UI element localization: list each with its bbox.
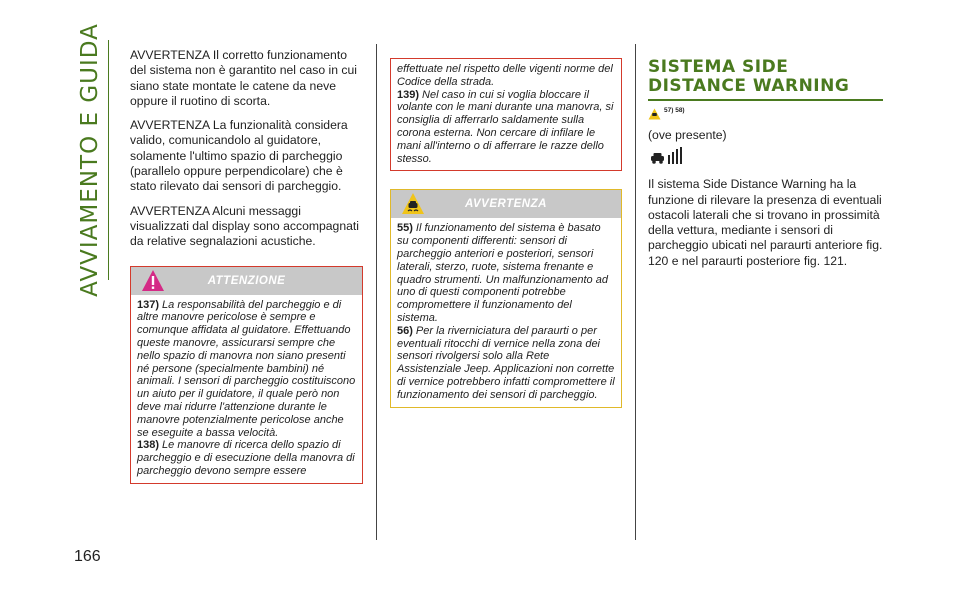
attenzione-continuation-box — [390, 58, 622, 171]
attenzione-body — [131, 295, 362, 483]
note-item — [397, 222, 615, 324]
note-refs: 57) 58) — [664, 107, 685, 114]
side-distance-sensor-icon — [650, 147, 883, 169]
attenzione-box — [130, 266, 363, 484]
continuation-body — [391, 59, 621, 170]
page-number: 166 — [74, 548, 101, 565]
small-warning-icon — [648, 107, 661, 125]
paragraph: AVVERTENZA La funzionalità considera valido, comunicandolo al guidatore, solamente l'ultimo spazio di parcheggio (parallelo oppure perpendicolare) che è stato rilevato dai sensori di parcheggio. — [130, 118, 348, 194]
column-3 — [648, 58, 883, 278]
warning-triangle-icon — [141, 269, 165, 298]
sidebar-rule — [108, 40, 109, 280]
refs-line — [648, 107, 883, 125]
attenzione-title: ATTENZIONE — [207, 274, 286, 287]
optional-label: (ove presente) — [648, 128, 727, 142]
note-item — [137, 439, 356, 477]
avvertenza-body — [391, 218, 621, 406]
note-item — [137, 299, 356, 440]
note-number: 139) — [397, 88, 420, 101]
note-number: 56) — [397, 324, 413, 337]
avvertenza-title: AVVERTENZA — [465, 198, 547, 211]
note-text: La responsabilità del parcheggio e di altre manovre pericolose è sempre e comunque affidata al guidatore. Effettuando queste manovre, assicurarsi sempre che nello spazio di manovra non siano presenti né persone (specialmente bambini) né animali. I sensori di parcheggio costituiscono un aiuto per il guidatore, il quale però non deve mai ridurre l'attenzione durante le manovre potenzialmente pericolose anche se eseguite a bassa velocità. — [137, 298, 356, 439]
section-rule — [648, 99, 883, 101]
note-text: Per la riverniciatura del paraurti o per eventuali ritocchi di vernice nella zona dei sensori rivolgersi solo alla Rete Assistenziale Jeep. Applicazioni non corrette di vernice potrebbero infatti compromettere il funzionamento dei sensori di parcheggio. — [397, 324, 615, 401]
paragraph: Il sistema Side Distance Warning ha la funzione di rilevare la presenza di eventuali ostacoli laterali che si trovano in prossimità della vettura, mediante i sensori di parcheggio ubicati nel paraurti anteriore fig. 120 e nel paraurti posteriore fig. 121. — [648, 177, 883, 268]
avvertenza-box — [390, 189, 622, 407]
note-number: 55) — [397, 222, 413, 235]
paragraph: AVVERTENZA Il corretto funzionamento del sistema non è garantito nel caso in cui siano state montate le catene da neve oppure il ruotino di scorta. — [130, 48, 357, 108]
note-continuation: effettuate nel rispetto delle vigenti norme del Codice della strada. — [397, 63, 613, 88]
column-2 — [390, 58, 622, 408]
note-text: Le manovre di ricerca dello spazio di parcheggio e di esecuzione della manovra di parcheggio devono sempre essere — [137, 439, 355, 477]
paragraph: AVVERTENZA Alcuni messaggi visualizzati dal display sono accompagnati da relative segnalazioni acustiche. — [130, 203, 359, 249]
note-text: Nel caso in cui si voglia bloccare il volante con le mani durante una manovra, si consiglia di afferrarlo saldamente sulla corona esterna. Non cercare di infilare le mani all'interno o di afferrare le razze dello stesso. — [397, 88, 614, 165]
note-number: 138) — [137, 439, 160, 452]
column-separator — [376, 44, 377, 540]
column-separator — [635, 44, 636, 540]
column-1 — [130, 48, 363, 484]
section-heading: SISTEMA SIDE DISTANCE WARNING — [648, 57, 850, 96]
note-number: 137) — [137, 298, 160, 311]
skid-car-icon — [401, 192, 425, 221]
note-item — [397, 325, 615, 402]
attenzione-header — [131, 267, 362, 295]
note-text: Il funzionamento del sistema è basato su componenti differenti: sensori di parcheggio anteriori e posteriori, sensori laterali, sterzo, ruote, sistema frenante e quadro strumenti. Un malfunzionamento ad uno di questi componenti potrebbe compromettere il funzionamento del sistema. — [397, 222, 608, 324]
note-item — [397, 89, 615, 166]
avvertenza-header — [391, 190, 621, 218]
sidebar-title: AVVIAMENTO E GUIDA — [77, 23, 103, 297]
